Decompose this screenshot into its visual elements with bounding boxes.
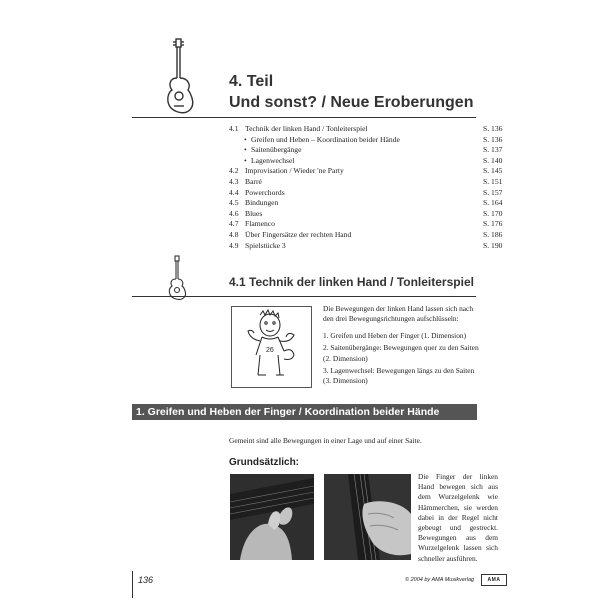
toc-row[interactable]: 4.7 Flamenco S. 176 — [229, 219, 503, 229]
toc-page: S. 190 — [483, 240, 503, 250]
toc-row[interactable]: 4.4 Powerchords S. 157 — [229, 187, 503, 197]
publisher-logo: AMA — [481, 574, 507, 586]
toc-row[interactable] — [229, 135, 513, 146]
toc-row[interactable]: 4.5 Bindungen S. 164 — [229, 198, 503, 208]
toc-label: Blues — [245, 208, 263, 218]
toc-row[interactable] — [229, 156, 513, 167]
guitar-neck-photo — [324, 474, 411, 560]
toc-row[interactable]: 4.2 Improvisation / Wieder 'ne Party S. 145 — [229, 166, 503, 176]
toc-row[interactable]: 4.9 Spielstücke 3 S. 190 — [229, 240, 503, 250]
cartoon-illustration — [231, 306, 312, 388]
list-item: 3. Lagenwechsel: Bewegungen längs zu den Saiten (3. Dimension) — [323, 366, 475, 386]
toc-label: Technik der linken Hand / Tonleiterspiel — [245, 124, 368, 133]
toc-page: S. 136 — [483, 124, 503, 133]
toc-page: S. 186 — [483, 229, 503, 239]
guitar-neck-photo — [230, 474, 314, 560]
toc-label: Über Fingersätze der rechten Hand — [245, 229, 352, 239]
chapter-rule — [132, 117, 476, 118]
toc-label: Barré — [245, 176, 262, 186]
list-item: 2. Saitenübergänge: Bewegungen quer zu den Saiten (2. Dimension) — [323, 343, 479, 363]
toc-row[interactable]: 4.1 Technik der linken Hand / Tonleiterspiel S. 136 — [229, 124, 503, 133]
strongman-icon — [232, 307, 311, 387]
subsection-title: 1. Greifen und Heben der Finger / Koordination beider Hände — [136, 406, 440, 418]
svg-text:26: 26 — [266, 347, 274, 354]
toc-label: Spielstücke 3 — [245, 240, 286, 250]
bullet-icon: • — [244, 155, 247, 165]
toc-label: Lagenwechsel — [251, 155, 295, 165]
bullet-icon: • — [244, 145, 247, 155]
section-title: 4.1 Technik der linken Hand / Tonleiterspiel — [229, 275, 474, 289]
guitar-icon — [166, 38, 196, 116]
hand-photo-1 — [230, 474, 314, 560]
toc-page: S. 157 — [483, 187, 503, 197]
toc-page: S. 151 — [483, 176, 503, 186]
toc-label: Powerchords — [245, 187, 285, 197]
table-of-contents — [229, 124, 513, 251]
toc-page: S. 137 — [483, 145, 503, 155]
copyright: © 2004 by AMA Musikverlag — [405, 577, 475, 583]
bullet-icon: • — [244, 134, 247, 144]
toc-page: S. 140 — [483, 155, 503, 165]
toc-label: Saitenübergänge — [251, 145, 302, 155]
section-rule — [132, 296, 476, 297]
toc-label: Greifen und Heben – Koordination beider Hände — [251, 134, 400, 144]
toc-page: S. 136 — [483, 134, 503, 144]
list-item: 1. Greifen und Heben der Finger (1. Dimension) — [323, 330, 467, 340]
toc-row[interactable] — [229, 145, 513, 156]
section-intro — [323, 304, 481, 389]
toc-page: S. 176 — [483, 219, 503, 229]
guitar-icon — [168, 255, 188, 301]
page-number: 136 — [138, 575, 154, 585]
toc-page: S. 170 — [483, 208, 503, 218]
hand-photo-2 — [324, 474, 411, 560]
sub-heading: Grundsätzlich: — [229, 457, 300, 468]
intro-paragraph: Die Bewegungen der linken Hand lassen sich nach den drei Bewegungsrichtungen aufschlüsseln: — [323, 304, 474, 324]
toc-row[interactable]: 4.3 Barré S. 151 — [229, 176, 503, 186]
toc-page: S. 164 — [483, 198, 503, 208]
lead-sentence: Gemeint sind alle Bewegungen in einer Lage und auf einer Saite. — [229, 436, 422, 445]
toc-row[interactable]: 4.8 Über Fingersätze der rechten Hand S. 186 — [229, 229, 503, 239]
movement-list — [323, 331, 481, 387]
footer-rule — [132, 571, 133, 598]
toc-page: S. 145 — [483, 166, 503, 176]
chapter-title: Und sonst? / Neue Eroberungen — [229, 94, 474, 111]
toc-row[interactable]: 4.6 Blues S. 170 — [229, 208, 503, 218]
photo-caption: Die Finger der linken Hand bewegen sich aus dem Wurzelgelenk wie Hämmerchen, sie werden dabei in der Regel nicht gebeugt und gestreckt. Bewegungen aus dem Wurzelgelenk lassen sich schneller ausführen. — [418, 472, 498, 563]
toc-label: Improvisation / Wieder 'ne Party — [245, 166, 344, 176]
chapter-number: 4. Teil — [229, 73, 274, 90]
toc-label: Flamenco — [245, 219, 275, 229]
toc-label: Bindungen — [245, 198, 279, 208]
subsection-bar — [132, 404, 477, 420]
